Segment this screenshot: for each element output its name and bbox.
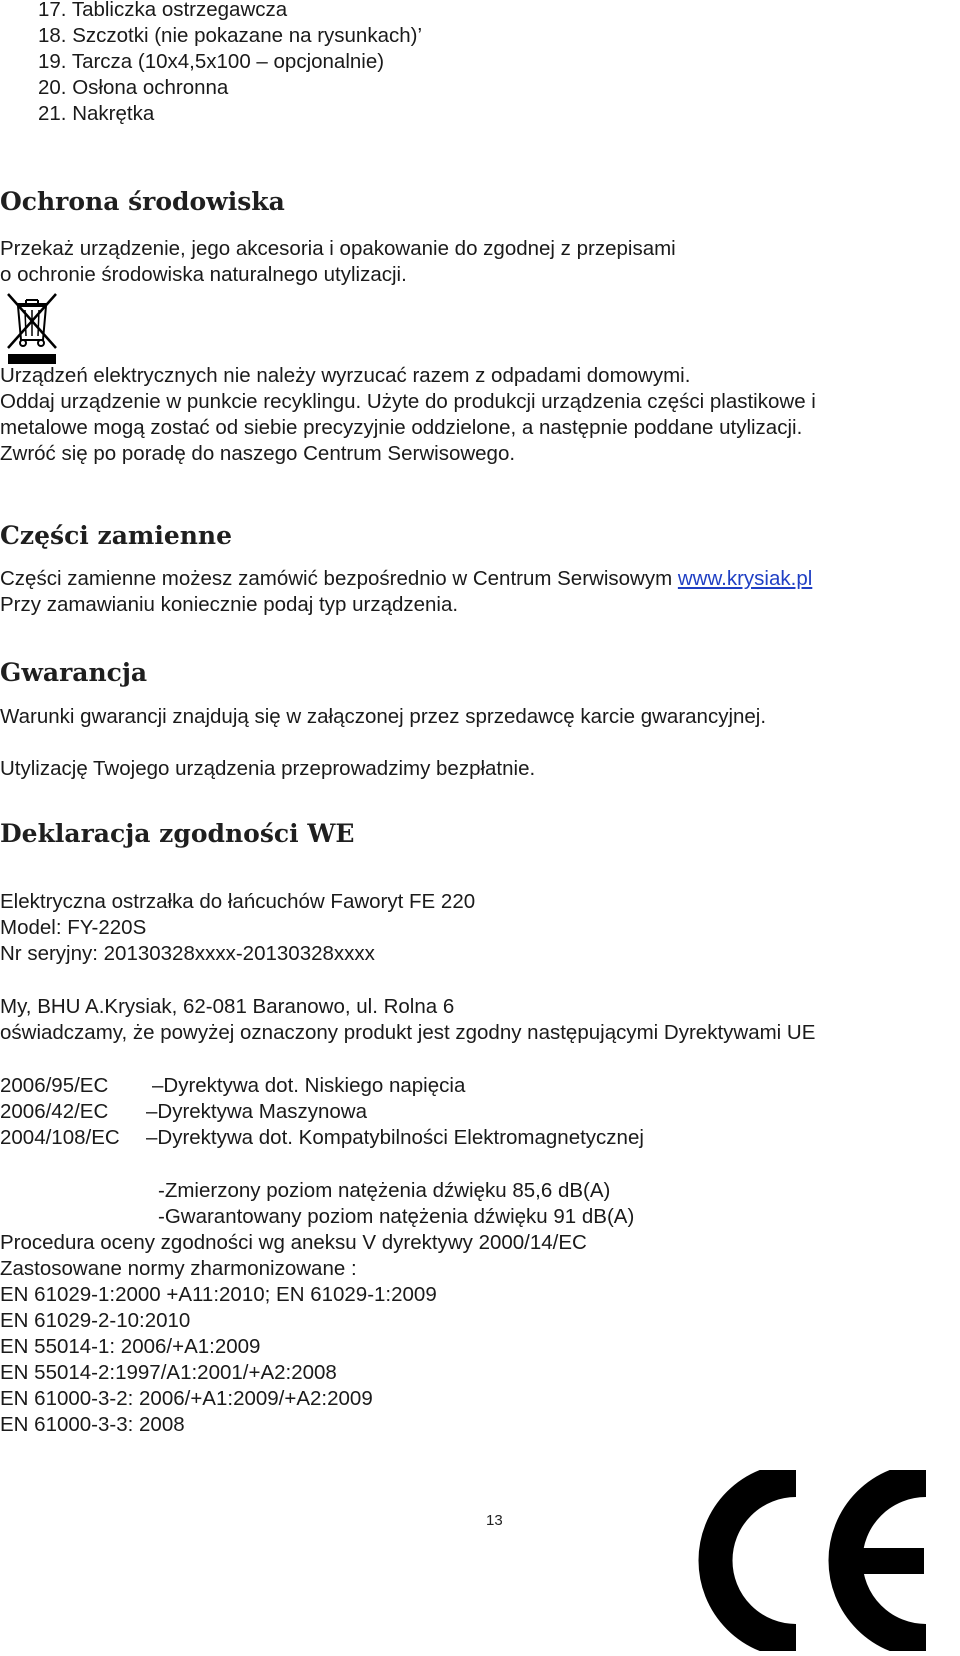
spare-parts-line: Przy zamawianiu koniecznie podaj typ urządzenia. xyxy=(0,593,459,616)
directive-code: 2004/108/EC xyxy=(0,1126,120,1149)
directive-desc: –Dyrektywa Maszynowa xyxy=(146,1100,368,1123)
norm-item: EN 55014-2:1997/A1:2001/+A2:2008 xyxy=(0,1361,337,1384)
norm-item: EN 61029-2-10:2010 xyxy=(0,1309,191,1332)
parts-list-item: 19. Tarcza (10x4,5x100 – opcjonalnie) xyxy=(38,50,385,73)
declaration-company: My, BHU A.Krysiak, 62-081 Baranowo, ul. Rolna 6 xyxy=(0,995,455,1018)
section-heading-environment: Ochrona środowiska xyxy=(0,187,285,216)
declaration-statement: oświadczamy, że powyżej oznaczony produkt jest zgodny następującymi Dyrektywami UE xyxy=(0,1021,816,1044)
norm-item: EN 61029-1:2000 +A11:2010; EN 61029-1:2009 xyxy=(0,1283,437,1306)
directive-desc: –Dyrektywa dot. Niskiego napięcia xyxy=(152,1074,466,1097)
directive-desc: –Dyrektywa dot. Kompatybilności Elektromagnetycznej xyxy=(146,1126,644,1149)
env-paragraph-line: o ochronie środowiska naturalnego utylizacji. xyxy=(0,263,407,286)
parts-list-item: 20. Osłona ochronna xyxy=(38,76,229,99)
norm-item: EN 61000-3-2: 2006/+A1:2009/+A2:2009 xyxy=(0,1387,373,1410)
procedure-line: Procedura oceny zgodności wg aneksu V dyrektywy 2000/14/EC xyxy=(0,1231,587,1254)
warranty-line: Utylizację Twojego urządzenia przeprowadzimy bezpłatnie. xyxy=(0,757,536,780)
section-heading-declaration: Deklaracja zgodności WE xyxy=(0,819,355,848)
noise-guaranteed: -Gwarantowany poziom natężenia dźwięku 91 dB(A) xyxy=(158,1205,635,1228)
declaration-product: Elektryczna ostrzałka do łańcuchów Faworyt FE 220 xyxy=(0,890,476,913)
directive-row xyxy=(0,1099,367,1125)
warranty-line: Warunki gwarancji znajdują się w załączonej przez sprzedawcę karcie gwarancyjnej. xyxy=(0,705,767,728)
norm-item: EN 61000-3-3: 2008 xyxy=(0,1413,185,1436)
env-paragraph-line: Urządzeń elektrycznych nie należy wyrzucać razem z odpadami domowymi. xyxy=(0,364,691,387)
env-paragraph-line: Przekaż urządzenie, jego akcesoria i opakowanie do zgodnej z przepisami xyxy=(0,237,676,260)
directive-code: 2006/42/EC xyxy=(0,1100,109,1123)
directive-row xyxy=(0,1073,465,1099)
env-paragraph-line: Zwróć się po poradę do naszego Centrum Serwisowego. xyxy=(0,442,516,465)
parts-list-item: 18. Szczotki (nie pokazane na rysunkach)’ xyxy=(38,24,423,47)
declaration-serial: Nr seryjny: 20130328xxxx-20130328xxxx xyxy=(0,942,375,965)
declaration-model: Model: FY-220S xyxy=(0,916,147,939)
krysiak-website-link[interactable]: www.krysiak.pl xyxy=(677,567,813,590)
spare-parts-text: Części zamienne możesz zamówić bezpośrednio w Centrum Serwisowym xyxy=(0,567,678,590)
section-heading-warranty: Gwarancja xyxy=(0,658,148,687)
env-paragraph-line: metalowe mogą zostać od siebie precyzyjnie oddzielone, a następnie poddane utylizacji. xyxy=(0,416,803,439)
ce-mark-logo xyxy=(672,1470,942,1656)
noise-measured: -Zmierzony poziom natężenia dźwięku 85,6 dB(A) xyxy=(158,1179,611,1202)
page-number: 13 xyxy=(486,1512,503,1529)
section-heading-spare-parts: Części zamienne xyxy=(0,521,233,550)
norms-label: Zastosowane normy zharmonizowane : xyxy=(0,1257,357,1280)
spare-parts-line xyxy=(0,566,812,592)
norm-item: EN 55014-1: 2006/+A1:2009 xyxy=(0,1335,261,1358)
env-paragraph-line: Oddaj urządzenie w punkcie recyklingu. Użyte do produkcji urządzenia części plastikowe i xyxy=(0,390,816,413)
directive-code: 2006/95/EC xyxy=(0,1074,109,1097)
parts-list-item: 17. Tabliczka ostrzegawcza xyxy=(38,0,288,21)
directive-row xyxy=(0,1125,644,1151)
parts-list-item: 21. Nakrętka xyxy=(38,102,155,125)
